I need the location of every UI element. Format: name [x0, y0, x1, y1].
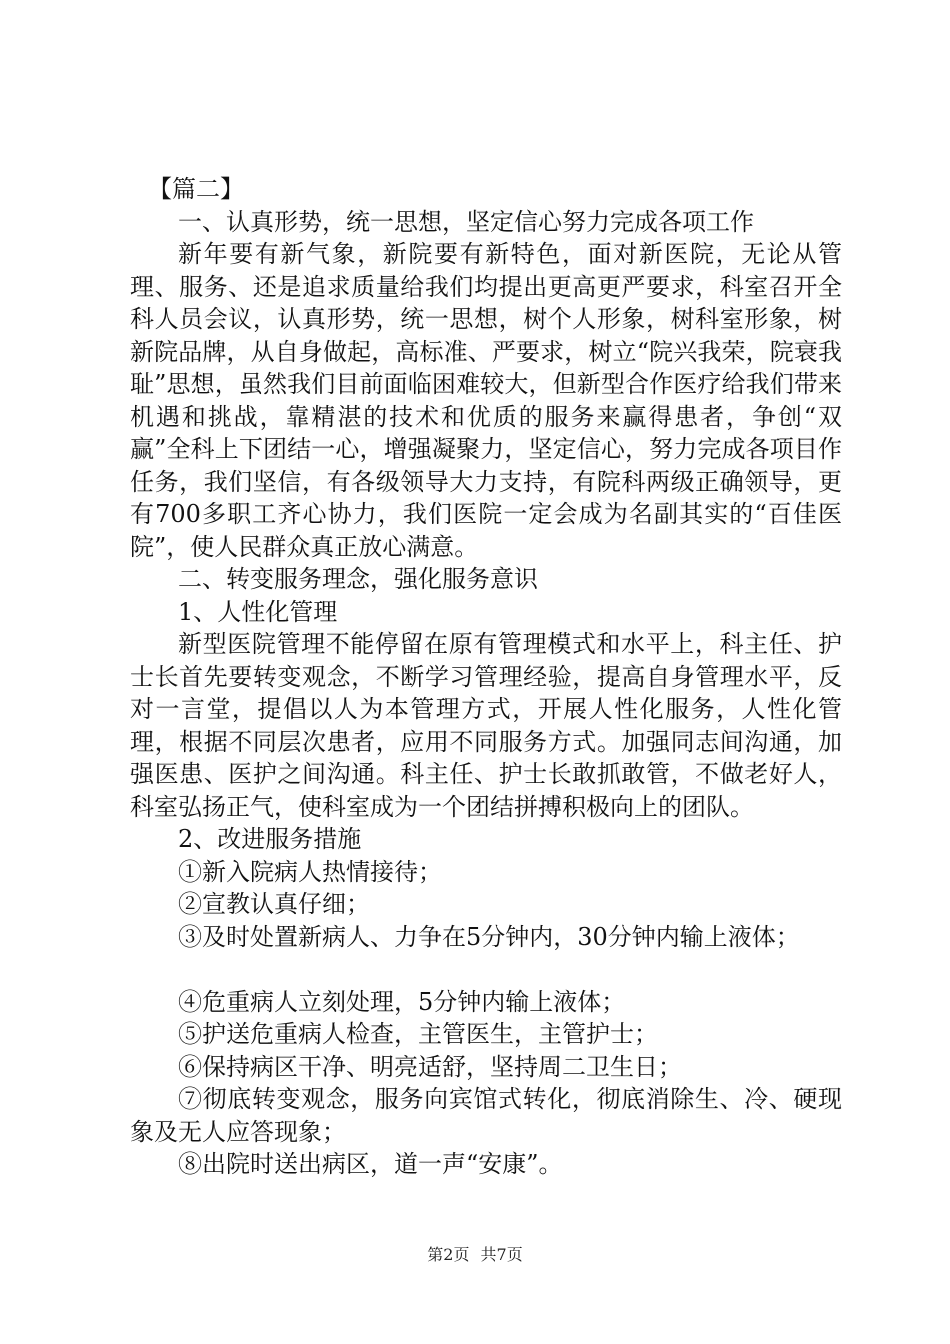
- list-item: ④危重病人立刻处理，5分钟内输上液体；: [178, 987, 626, 1016]
- subheading-1: 1、人性化管理: [178, 597, 338, 626]
- list-item: ⑧出院时送出病区，道一声“安康”。: [178, 1150, 563, 1178]
- paragraph-2: 新型医院管理不能停留在原有管理模式和水平上，科主任、护士长首先要转变观念，不断学习管理经验，提高自身管理水平，反对一言堂，提倡以人为本管理方式，开展人性化服务，人性化管理，根据不同层次患者，应用不同服务方式。加强同志间沟通，加强医患、医护之间沟通。科主任、护士长敢抓敢管，不做老好人，科室弘扬正气，使科室成为一个团结拼搏积极向上的团队。: [130, 630, 842, 821]
- list-item: ②宣教认真仔细；: [178, 890, 370, 918]
- page-number: 第2页 共7页: [427, 1245, 523, 1264]
- list-item: ⑦彻底转变观念，服务向宾馆式转化，彻底消除生、冷、硬现象及无人应答现象；: [130, 1085, 842, 1146]
- heading-2: 二、转变服务理念，强化服务意识: [178, 565, 538, 593]
- paragraph-1: 新年要有新气象，新院要有新特色，面对新医院，无论从管理、服务、还是追求质量给我们均提出更高更严要求，科室召开全科人员会议，认真形势，统一思想，树个人形象，树科室形象，树新院品牌，从自身做起，高标准、严要求，树立“院兴我荣，院衰我耻”思想，虽然我们目前面临困难较大，但新型合作医疗给我们带来机遇和挑战，靠精湛的技术和优质的服务来赢得患者，争创“双赢”全科上下团结一心，增强凝聚力，坚定信心，努力完成各项目作任务，我们坚信，有各级领导大力支持，有院科两级正确领导，更有700多职工齐心协力，我们医院一定会成为名副其实的“百佳医院”，使人民群众真正放心满意。: [130, 240, 842, 561]
- blank-line: [130, 953, 842, 986]
- subheading-2: 2、改进服务措施: [178, 825, 362, 853]
- list-item: ⑤护送危重病人检查，主管医生，主管护士；: [178, 1020, 658, 1048]
- document-body: [130, 173, 842, 1181]
- list-item: ①新入院病人热情接待；: [178, 857, 442, 886]
- list-item: ③及时处置新病人、力争在5分钟内，30分钟内输上液体；: [178, 922, 800, 951]
- list-item: ⑥保持病区干净、明亮适舒，坚持周二卫生日；: [178, 1052, 682, 1081]
- heading-1: 一、认真形势，统一思想，坚定信心努力完成各项工作: [178, 207, 754, 236]
- section-title: 【篇二】: [148, 175, 244, 203]
